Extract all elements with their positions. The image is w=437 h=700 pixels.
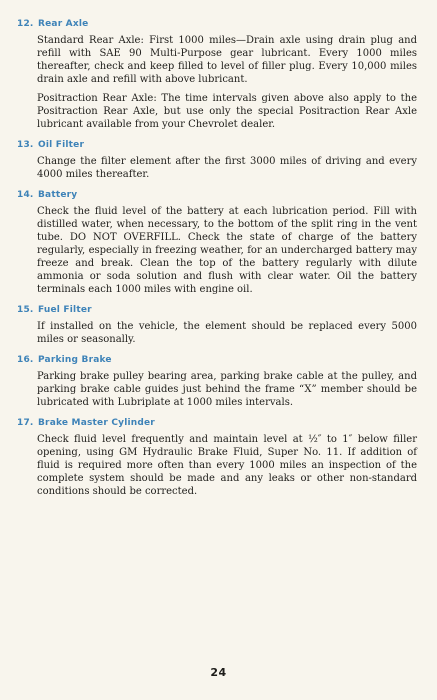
section-number: 15. — [17, 305, 34, 315]
section-battery — [17, 190, 417, 296]
section-heading — [17, 190, 417, 201]
section-number: 12. — [17, 19, 34, 29]
section-heading — [17, 19, 417, 30]
section-title: Rear Axle — [38, 19, 89, 29]
paragraph-brake-master-cylinder: Check fluid level frequently and maintain level at ½″ to 1″ below filler opening, using GM Hydraulic Brake Fluid, Super No. 11. If addition of fluid is required more often than every 1000 miles an inspection of the complete system should be made and any leaks or other non-standard conditions should be corrected. — [37, 434, 417, 497]
section-title: Battery — [38, 190, 78, 200]
section-brake-master-cylinder — [17, 418, 417, 498]
section-number: 16. — [17, 355, 34, 365]
section-title: Brake Master Cylinder — [38, 418, 155, 428]
section-heading — [17, 355, 417, 366]
section-fuel-filter — [17, 305, 417, 346]
section-rear-axle — [17, 19, 417, 131]
paragraph-standard-rear-axle: Standard Rear Axle: First 1000 miles—Drain axle using drain plug and refill with SAE 90 Multi-Purpose gear lubricant. Every 1000 miles thereafter, check and keep filled to level of filler plug. Every 10,000 miles drain axle and refill with above lubricant. — [37, 35, 417, 85]
section-oil-filter — [17, 140, 417, 181]
section-number: 14. — [17, 190, 34, 200]
section-heading — [17, 140, 417, 151]
paragraph-parking-brake: Parking brake pulley bearing area, parking brake cable at the pulley, and parking brake cable guides just behind the frame “X” member should be lubricated with Lubriplate at 1000 miles intervals. — [37, 371, 417, 408]
section-heading — [17, 305, 417, 316]
paragraph-oil-filter: Change the filter element after the first 3000 miles of driving and every 4000 miles thereafter. — [37, 156, 417, 180]
page-content — [17, 19, 417, 507]
section-title: Fuel Filter — [38, 305, 92, 315]
paragraph-positraction-rear-axle: Positraction Rear Axle: The time intervals given above also apply to the Positraction Rear Axle, but use only the special Positraction Rear Axle lubricant available from your Chevrolet dealer. — [37, 93, 417, 130]
section-heading — [17, 418, 417, 429]
paragraph-fuel-filter: If installed on the vehicle, the element should be replaced every 5000 miles or seasonally. — [37, 321, 417, 345]
section-parking-brake — [17, 355, 417, 409]
section-title: Oil Filter — [38, 140, 85, 150]
section-number: 17. — [17, 418, 34, 428]
section-title: Parking Brake — [38, 355, 112, 365]
section-number: 13. — [17, 140, 34, 150]
page-number: 24 — [210, 666, 227, 679]
paragraph-battery: Check the fluid level of the battery at each lubrication period. Fill with distilled water, when necessary, to the bottom of the split ring in the vent tube. DO NOT OVERFILL. Check the state of charge of the battery regularly, especially in freezing weather, for an undercharged battery may freeze and break. Clean the top of the battery regularly with dilute ammonia or soda solution and flush with clear water. Oil the battery terminals each 1000 miles with engine oil. — [37, 206, 417, 295]
